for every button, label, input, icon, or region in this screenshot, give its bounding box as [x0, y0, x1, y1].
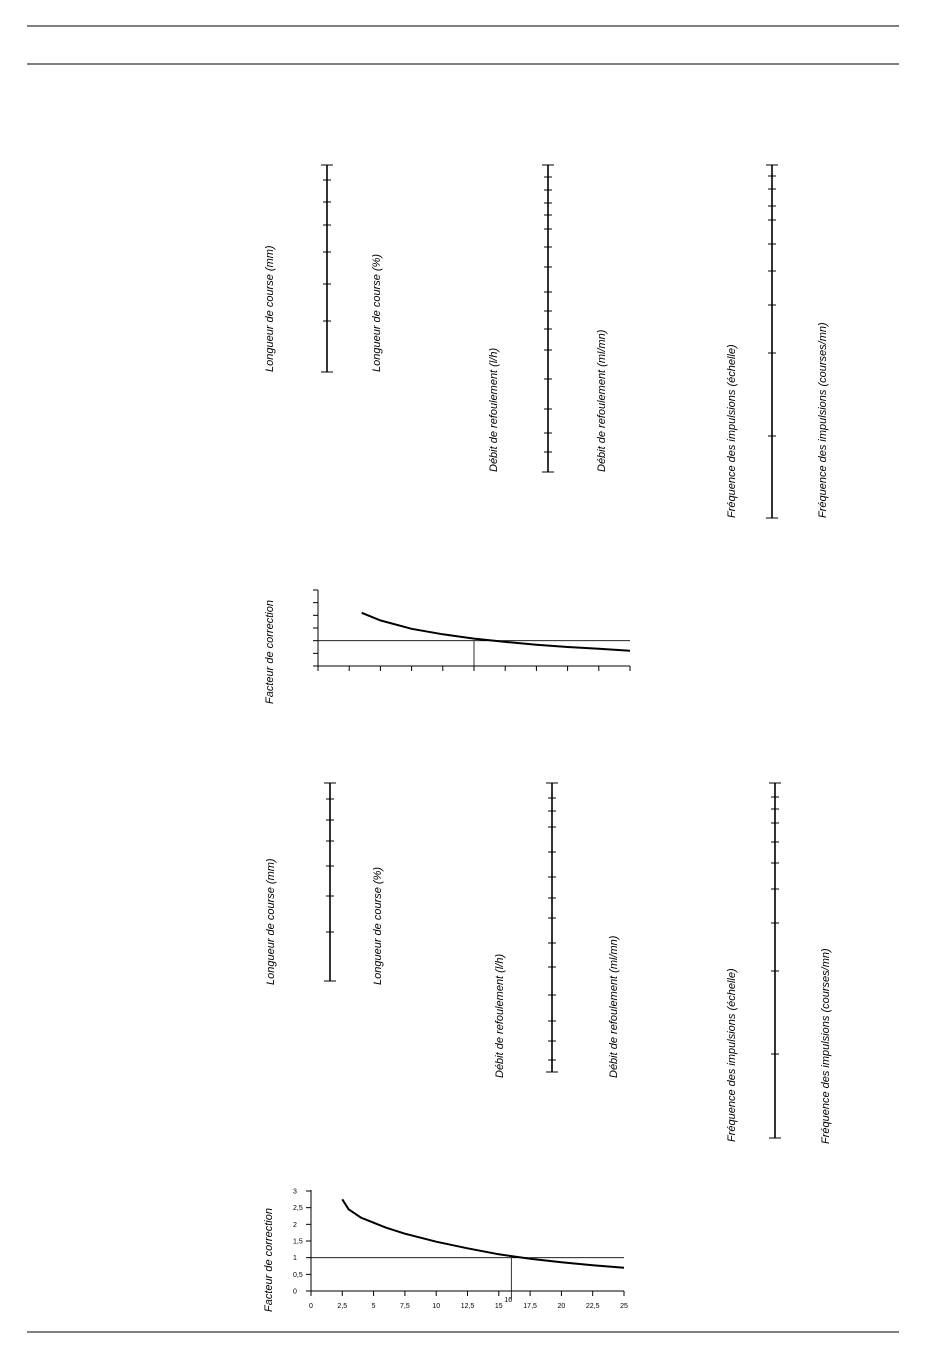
label-frequency-scale-upper: Fréquence des impulsions (échelle): [726, 344, 738, 518]
scale-frequency-upper: [766, 165, 778, 518]
label-correction-lower: Facteur de correction: [263, 1208, 275, 1312]
reference-label: 16: [504, 1297, 513, 1304]
x-tick-label: 12,5: [460, 1303, 475, 1310]
correction-chart-lower: [263, 1189, 628, 1313]
x-tick-label: 22,5: [585, 1303, 600, 1310]
label-stroke-pct-lower: Longueur de course (%): [372, 866, 384, 985]
nomogram-upper: [264, 165, 829, 518]
y-tick-label: 2: [293, 1221, 297, 1229]
scale-frequency-lower: [769, 783, 781, 1138]
x-tick-label: 10: [432, 1303, 441, 1310]
label-flow-lh-lower: Débit de refoulement (l/h): [494, 953, 506, 1078]
x-tick-label: 15: [494, 1303, 503, 1310]
label-stroke-pct-upper: Longueur de course (%): [371, 253, 383, 372]
x-tick-label: 5: [371, 1303, 376, 1310]
x-tick-label: 20: [557, 1303, 566, 1310]
y-tick-label: 1: [293, 1255, 297, 1263]
x-tick-label: 2,5: [337, 1303, 348, 1310]
x-tick-label: 0: [309, 1303, 313, 1310]
x-tick-label: 25: [620, 1303, 628, 1310]
label-flow-mlmn-lower: Débit de refoulement (ml/mn): [608, 935, 620, 1078]
label-stroke-mm-lower: Longueur de course (mm): [265, 858, 277, 985]
y-tick-label: 2,5: [293, 1205, 303, 1213]
scale-flow-lower: [546, 783, 558, 1072]
label-correction-upper: Facteur de correction: [264, 600, 276, 704]
nomogram-lower: [265, 783, 832, 1144]
label-frequency-per-min-upper: Fréquence des impulsions (courses/mn): [817, 322, 829, 518]
y-tick-label: 3: [293, 1188, 297, 1196]
label-frequency-scale-lower: Fréquence des impulsions (échelle): [726, 968, 738, 1142]
x-tick-label: 17,5: [523, 1303, 537, 1310]
correction-curve-upper: [362, 613, 630, 651]
correction-chart-upper: [264, 590, 630, 704]
scale-stroke-lower: [324, 783, 336, 981]
x-tick-label: 7,5: [400, 1303, 410, 1310]
label-flow-lh-upper: Débit de refoulement (l/h): [488, 347, 500, 472]
y-tick-label: 0: [293, 1288, 297, 1296]
scale-flow-upper: [542, 165, 554, 472]
y-tick-label: 0,5: [293, 1271, 303, 1279]
y-tick-label: 1,5: [293, 1238, 303, 1246]
label-frequency-per-min-lower: Fréquence des impulsions (courses/mn): [820, 948, 832, 1144]
scale-stroke-upper: [321, 165, 333, 372]
label-flow-mlmn-upper: Débit de refoulement (ml/mn): [596, 329, 608, 472]
label-stroke-mm-upper: Longueur de course (mm): [264, 245, 276, 372]
